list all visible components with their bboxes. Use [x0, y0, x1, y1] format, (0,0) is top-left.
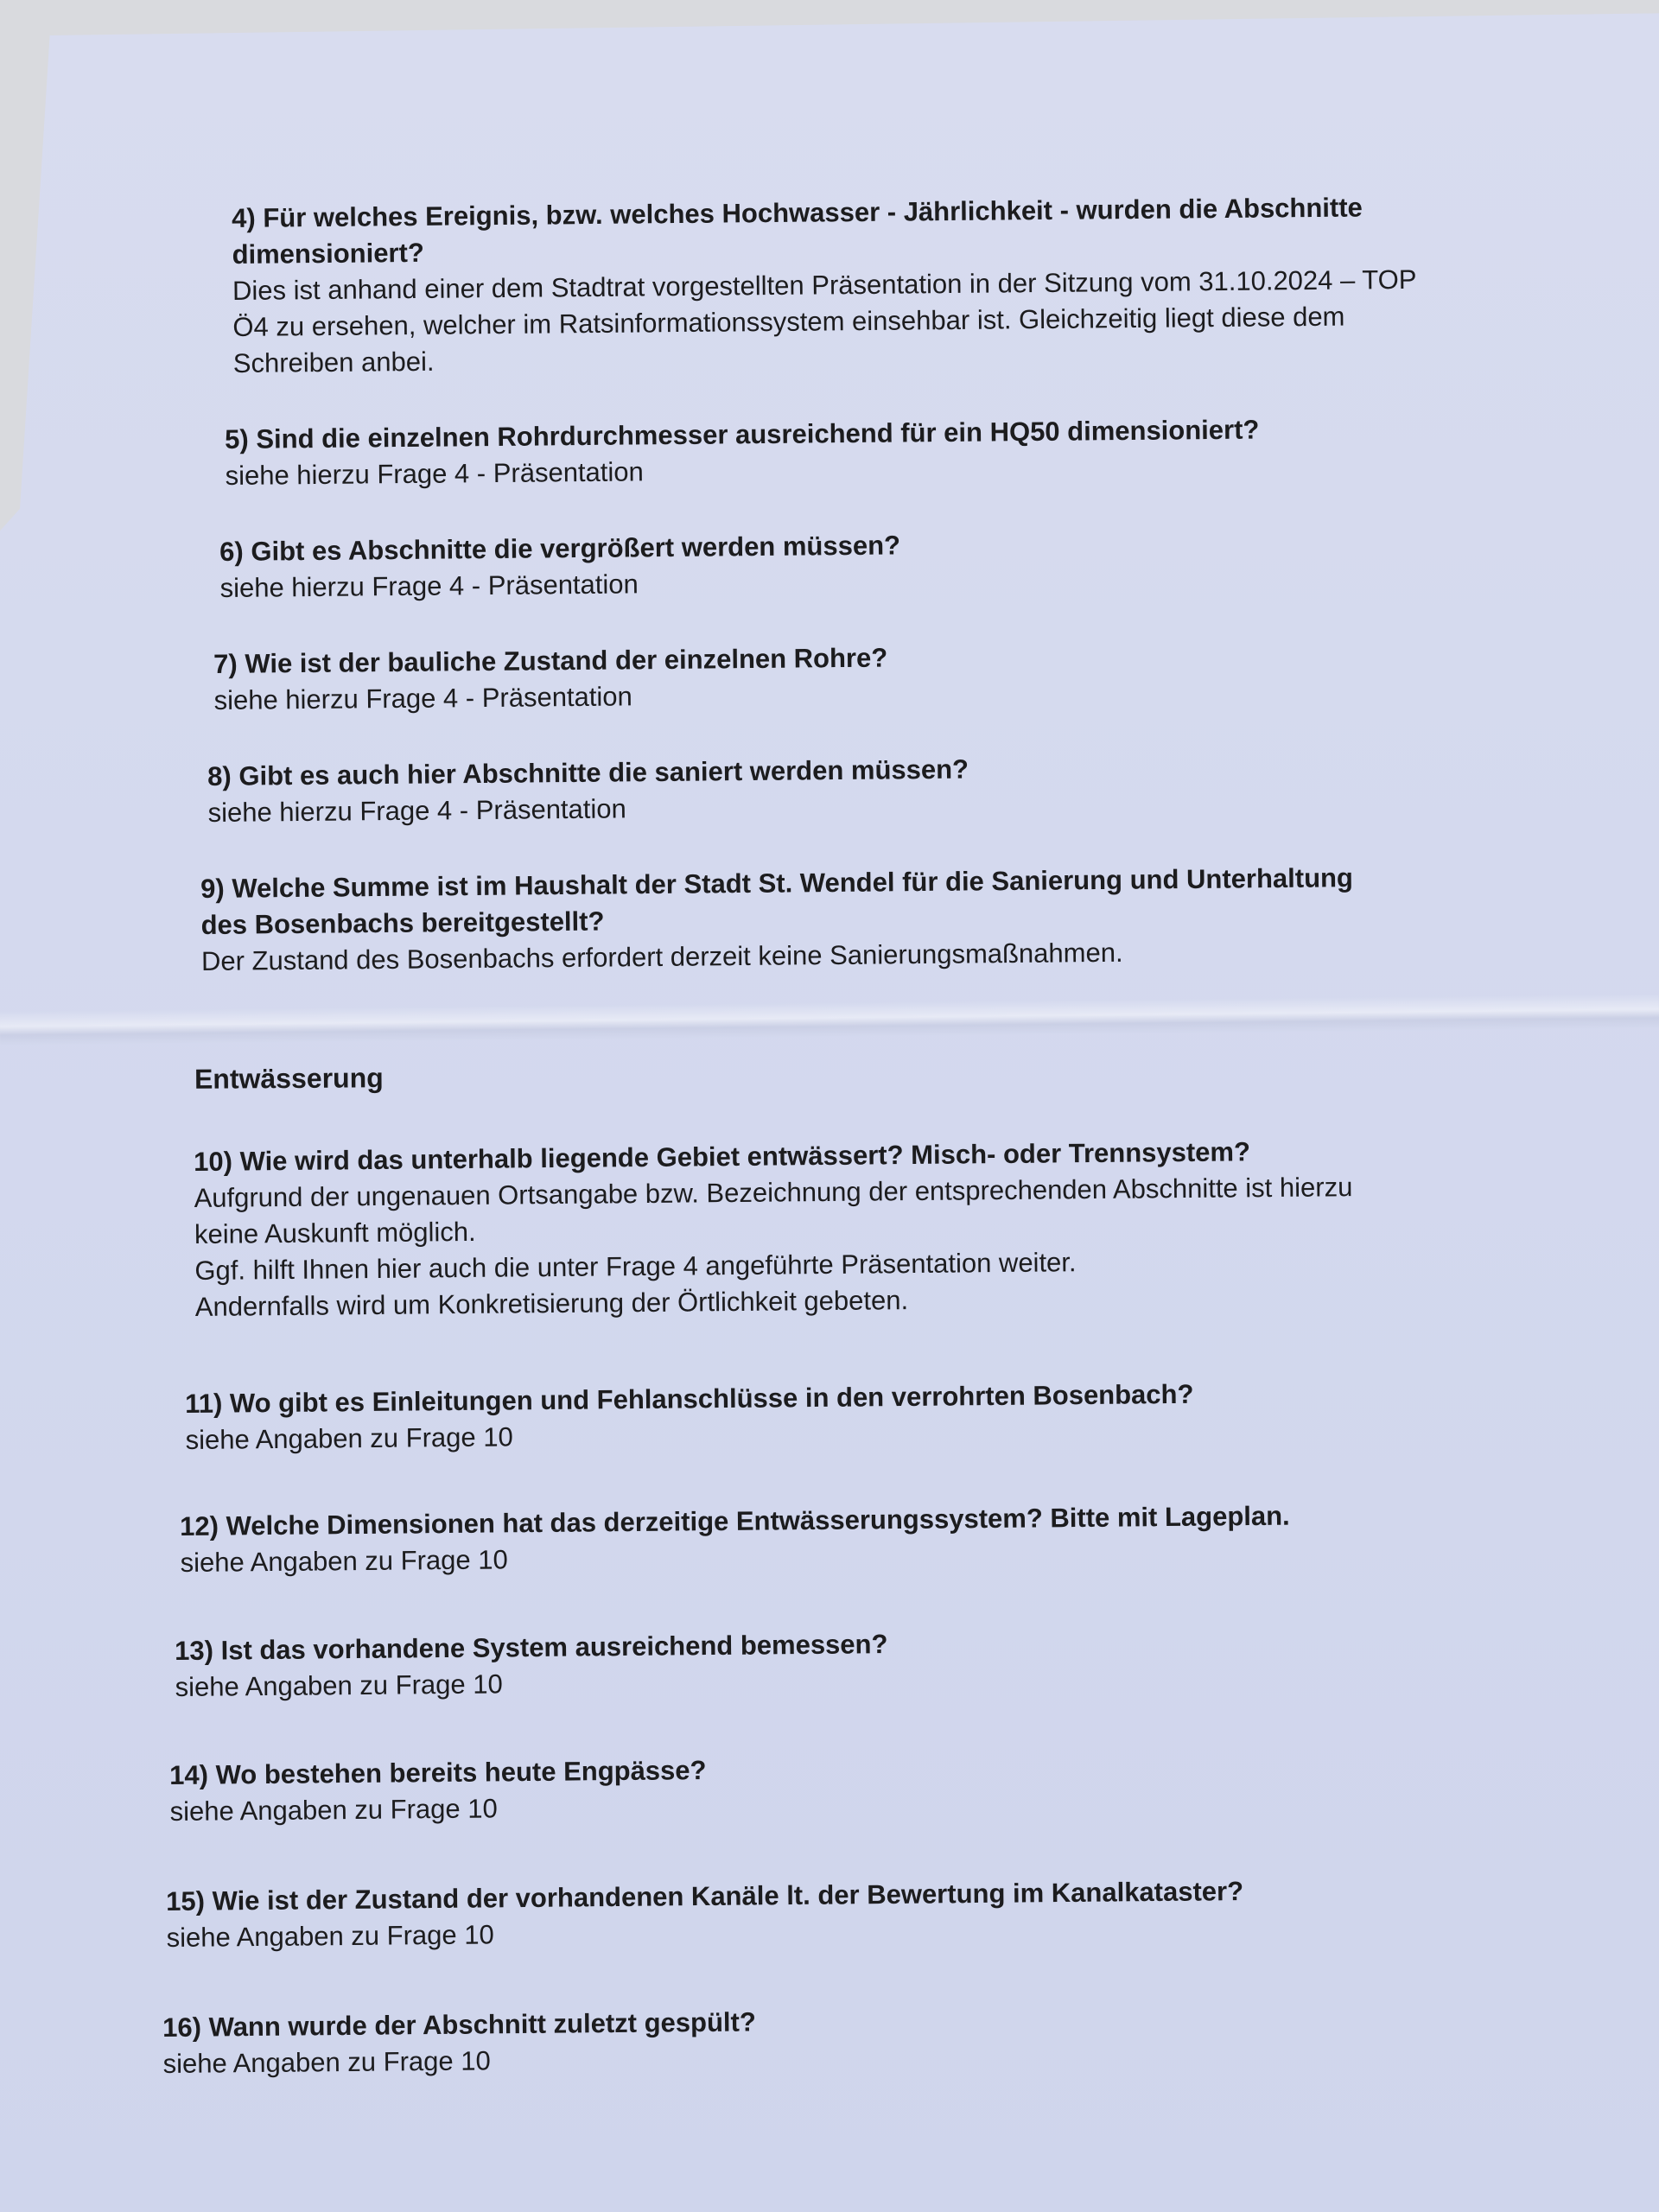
question-8: 8) Gibt es auch hier Abschnitte die saniert werden müssen?: [207, 753, 969, 791]
question-5: 5) Sind die einzelnen Rohrdurchmesser ausreichend für ein HQ50 dimensioniert?: [225, 414, 1260, 454]
qa-item-15: [166, 1873, 1244, 1956]
answer-14: siehe Angaben zu Frage 10: [169, 1793, 498, 1827]
qa-item-10: [194, 1133, 1354, 1325]
answer-15: siehe Angaben zu Frage 10: [166, 1919, 494, 1953]
answer-13: siehe Angaben zu Frage 10: [175, 1669, 503, 1702]
answer-9: Der Zustand des Bosenbachs erfordert derzeit keine Sanierungsmaßnahmen.: [200, 937, 1123, 976]
question-13: 13) Ist das vorhandene System ausreichend bemessen?: [175, 1629, 888, 1666]
question-11: 11) Wo gibt es Einleitungen und Fehlanschlüsse in den verrohrten Bosenbach?: [185, 1378, 1194, 1419]
qa-item-14: [169, 1752, 707, 1830]
section-heading: Entwässerung: [194, 1062, 384, 1095]
question-10: 10) Wie wird das unterhalb liegende Gebiet entwässert? Misch- oder Trennsystem?: [194, 1136, 1251, 1177]
answer-8: siehe hierzu Frage 4 - Präsentation: [207, 793, 626, 828]
question-14: 14) Wo bestehen bereits heute Engpässe?: [169, 1755, 707, 1790]
qa-item-5: [225, 412, 1260, 494]
question-7: 7) Wie ist der bauliche Zustand der einzelnen Rohre?: [213, 642, 888, 679]
qa-item-9: [200, 860, 1354, 980]
qa-item-8: [207, 752, 969, 831]
answer-6: siehe hierzu Frage 4 - Präsentation: [219, 569, 639, 603]
question-4: 4) Für welches Ereignis, bzw. welches Hochwasser - Jährlichkeit - wurden die Abschnitte dimensioniert?: [232, 192, 1363, 270]
qa-item-13: [175, 1626, 888, 1706]
answer-16: siehe Angaben zu Frage 10: [162, 2045, 491, 2079]
qa-item-4: [232, 189, 1418, 382]
question-12: 12) Welche Dimensionen hat das derzeitige Entwässerungssystem? Bitte mit Lageplan.: [180, 1500, 1290, 1541]
answer-5: siehe hierzu Frage 4 - Präsentation: [225, 456, 644, 491]
question-15: 15) Wie ist der Zustand der vorhandenen Kanäle lt. der Bewertung im Kanalkataster?: [166, 1876, 1244, 1916]
qa-item-6: [219, 527, 901, 607]
answer-10: Aufgrund der ungenauen Ortsangabe bzw. Bezeichnung der entsprechenden Abschnitte ist hierzu keine Auskunft möglich. Ggf. hilft Ihnen hier auch die unter Frage 4 angeführte Präsentation weiter. Andernfalls wird um Konkretisierung der Örtlichkeit gebeten.: [194, 1172, 1353, 1322]
answer-4: Dies ist anhand einer dem Stadtrat vorgestellten Präsentation in der Sitzung vom 31.10.2024 – TOP Ö4 zu ersehen, welcher im Ratsinformationssystem einsehbar ist. Gleichzeitig liegt diese dem Schreiben anbei.: [232, 264, 1417, 378]
qa-item-11: [185, 1376, 1194, 1459]
question-16: 16) Wann wurde der Abschnitt zuletzt gespült?: [162, 2006, 756, 2043]
answer-12: siehe Angaben zu Frage 10: [180, 1544, 508, 1578]
qa-item-16: [162, 2004, 756, 2082]
qa-item-7: [213, 640, 888, 719]
question-9: 9) Welche Summe ist im Haushalt der Stadt St. Wendel für die Sanierung und Unterhaltung des Bosenbachs bereitgestellt?: [200, 862, 1354, 940]
qa-item-12: [180, 1498, 1290, 1581]
answer-11: siehe Angaben zu Frage 10: [185, 1421, 513, 1455]
question-6: 6) Gibt es Abschnitte die vergrößert werden müssen?: [219, 530, 901, 567]
answer-7: siehe hierzu Frage 4 - Präsentation: [213, 681, 632, 715]
